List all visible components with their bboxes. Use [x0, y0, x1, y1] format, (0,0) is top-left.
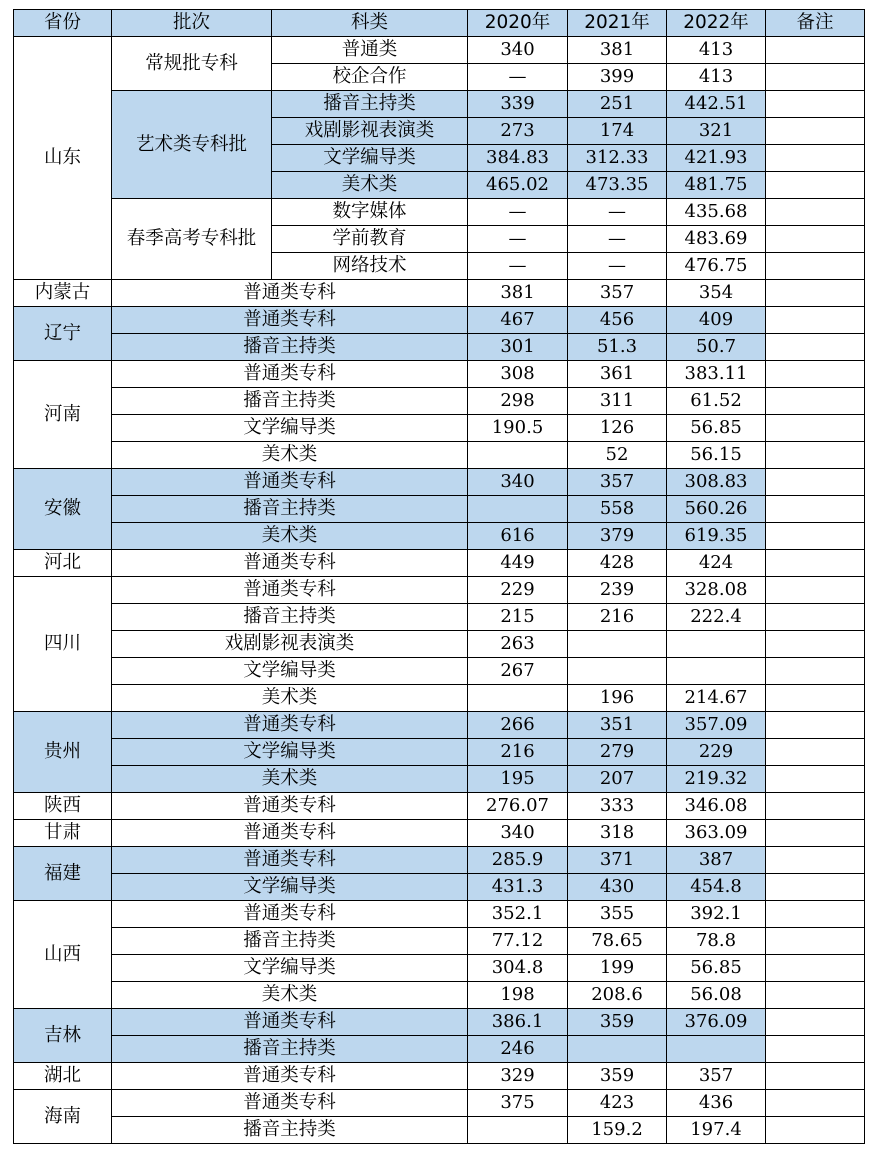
- header-row: [14, 10, 865, 37]
- remarks-cell: [766, 280, 865, 307]
- remarks-cell: [766, 901, 865, 928]
- table-row: [14, 874, 865, 901]
- category-cell: 普通类专科: [112, 901, 468, 928]
- score-cell-2020: 263: [468, 631, 568, 658]
- remarks-cell: [766, 145, 865, 172]
- score-cell-2022: 560.26: [667, 496, 766, 523]
- score-cell-2020: 266: [468, 712, 568, 739]
- score-cell-2021: 126: [568, 415, 667, 442]
- table-row: [14, 550, 865, 577]
- header-2021: 2021年: [568, 10, 667, 37]
- category-cell: 美术类: [112, 982, 468, 1009]
- remarks-cell: [766, 577, 865, 604]
- table-row: [14, 982, 865, 1009]
- score-cell-2020: 298: [468, 388, 568, 415]
- score-cell-2022: 413: [667, 64, 766, 91]
- table-row: [14, 901, 865, 928]
- score-cell-2020: 352.1: [468, 901, 568, 928]
- score-cell-2020: 304.8: [468, 955, 568, 982]
- category-cell: 普通类专科: [112, 847, 468, 874]
- score-cell-2022: 354: [667, 280, 766, 307]
- score-cell-2022: 78.8: [667, 928, 766, 955]
- score-cell-2020: 340: [468, 469, 568, 496]
- score-cell-2022: 56.85: [667, 955, 766, 982]
- score-cell-2021: 357: [568, 280, 667, 307]
- score-cell-2021: 318: [568, 820, 667, 847]
- category-cell: 播音主持类: [112, 496, 468, 523]
- score-cell-2021: 379: [568, 523, 667, 550]
- score-cell-2020: 431.3: [468, 874, 568, 901]
- table-row: [14, 847, 865, 874]
- score-cell-2020: 301: [468, 334, 568, 361]
- score-cell-2020: —: [468, 253, 568, 280]
- score-cell-2022: 222.4: [667, 604, 766, 631]
- category-cell: 普通类专科: [112, 1090, 468, 1117]
- table-row: [14, 91, 865, 118]
- table-row: [14, 334, 865, 361]
- remarks-cell: [766, 955, 865, 982]
- category-cell: 网络技术: [272, 253, 468, 280]
- score-cell-2022: 442.51: [667, 91, 766, 118]
- score-cell-2022: 424: [667, 550, 766, 577]
- score-cell-2022: 435.68: [667, 199, 766, 226]
- score-cell-2020: 467: [468, 307, 568, 334]
- score-cell-2021: 359: [568, 1009, 667, 1036]
- remarks-cell: [766, 64, 865, 91]
- score-cell-2021: 78.65: [568, 928, 667, 955]
- score-cell-2021: —: [568, 226, 667, 253]
- remarks-cell: [766, 469, 865, 496]
- score-cell-2021: 239: [568, 577, 667, 604]
- score-cell-2020: [468, 1117, 568, 1144]
- score-cell-2022: 321: [667, 118, 766, 145]
- category-cell: 数字媒体: [272, 199, 468, 226]
- score-cell-2020: [468, 496, 568, 523]
- remarks-cell: [766, 631, 865, 658]
- table-row: [14, 631, 865, 658]
- score-cell-2022: 56.15: [667, 442, 766, 469]
- category-cell: 美术类: [112, 442, 468, 469]
- score-cell-2021: 381: [568, 37, 667, 64]
- score-cell-2022: 363.09: [667, 820, 766, 847]
- table-row: [14, 712, 865, 739]
- remarks-cell: [766, 685, 865, 712]
- table-row: [14, 685, 865, 712]
- score-cell-2022: 61.52: [667, 388, 766, 415]
- table-row: [14, 37, 865, 64]
- remarks-cell: [766, 1063, 865, 1090]
- score-cell-2020: 339: [468, 91, 568, 118]
- category-cell: 普通类专科: [112, 307, 468, 334]
- category-cell: 文学编导类: [112, 874, 468, 901]
- score-table: [13, 9, 865, 1144]
- score-cell-2020: 190.5: [468, 415, 568, 442]
- remarks-cell: [766, 118, 865, 145]
- table-row: [14, 739, 865, 766]
- score-cell-2020: 229: [468, 577, 568, 604]
- score-cell-2022: 346.08: [667, 793, 766, 820]
- remarks-cell: [766, 820, 865, 847]
- category-cell: 美术类: [112, 685, 468, 712]
- category-cell: 文学编导类: [272, 145, 468, 172]
- score-cell-2021: 361: [568, 361, 667, 388]
- score-cell-2022: 483.69: [667, 226, 766, 253]
- score-cell-2021: 208.6: [568, 982, 667, 1009]
- category-cell: 普通类专科: [112, 712, 468, 739]
- remarks-cell: [766, 1117, 865, 1144]
- table-row: [14, 658, 865, 685]
- category-cell: 戏剧影视表演类: [272, 118, 468, 145]
- remarks-cell: [766, 550, 865, 577]
- category-cell: 播音主持类: [112, 1036, 468, 1063]
- province-cell: 四川: [14, 577, 112, 712]
- remarks-cell: [766, 442, 865, 469]
- score-cell-2021: 473.35: [568, 172, 667, 199]
- batch-cell: 春季高考专科批: [112, 199, 272, 280]
- table-row: [14, 1036, 865, 1063]
- score-cell-2020: 465.02: [468, 172, 568, 199]
- category-cell: 播音主持类: [112, 604, 468, 631]
- category-cell: 普通类专科: [112, 280, 468, 307]
- category-cell: 播音主持类: [112, 928, 468, 955]
- table-row: [14, 280, 865, 307]
- province-cell: 内蒙古: [14, 280, 112, 307]
- table-row: [14, 820, 865, 847]
- score-cell-2021: 279: [568, 739, 667, 766]
- score-cell-2020: 267: [468, 658, 568, 685]
- score-cell-2022: [667, 658, 766, 685]
- table-row: [14, 469, 865, 496]
- score-cell-2020: 246: [468, 1036, 568, 1063]
- table-row: [14, 415, 865, 442]
- score-cell-2020: 285.9: [468, 847, 568, 874]
- category-cell: 美术类: [272, 172, 468, 199]
- batch-cell: 艺术类专科批: [112, 91, 272, 199]
- remarks-cell: [766, 793, 865, 820]
- category-cell: 美术类: [112, 523, 468, 550]
- score-cell-2021: 359: [568, 1063, 667, 1090]
- score-cell-2022: 357.09: [667, 712, 766, 739]
- score-cell-2020: 329: [468, 1063, 568, 1090]
- province-cell: 河南: [14, 361, 112, 469]
- score-cell-2022: 409: [667, 307, 766, 334]
- remarks-cell: [766, 928, 865, 955]
- header-remarks: 备注: [766, 10, 865, 37]
- table-row: [14, 1063, 865, 1090]
- score-cell-2020: 340: [468, 37, 568, 64]
- category-cell: 戏剧影视表演类: [112, 631, 468, 658]
- category-cell: 播音主持类: [272, 91, 468, 118]
- score-cell-2022: 476.75: [667, 253, 766, 280]
- score-cell-2022: [667, 1036, 766, 1063]
- score-cell-2020: 386.1: [468, 1009, 568, 1036]
- remarks-cell: [766, 712, 865, 739]
- remarks-cell: [766, 1036, 865, 1063]
- category-cell: 播音主持类: [112, 388, 468, 415]
- category-cell: 普通类专科: [112, 820, 468, 847]
- score-cell-2021: 351: [568, 712, 667, 739]
- table-row: [14, 361, 865, 388]
- category-cell: 普通类专科: [112, 793, 468, 820]
- category-cell: 播音主持类: [112, 334, 468, 361]
- score-cell-2021: 371: [568, 847, 667, 874]
- province-cell: 河北: [14, 550, 112, 577]
- remarks-cell: [766, 847, 865, 874]
- score-cell-2021: —: [568, 253, 667, 280]
- score-cell-2022: 387: [667, 847, 766, 874]
- score-cell-2022: 383.11: [667, 361, 766, 388]
- score-cell-2020: —: [468, 199, 568, 226]
- score-cell-2021: [568, 658, 667, 685]
- score-cell-2021: 312.33: [568, 145, 667, 172]
- score-cell-2021: 174: [568, 118, 667, 145]
- remarks-cell: [766, 388, 865, 415]
- province-cell: 贵州: [14, 712, 112, 793]
- province-cell: 陕西: [14, 793, 112, 820]
- province-cell: 海南: [14, 1090, 112, 1144]
- score-cell-2021: —: [568, 199, 667, 226]
- table-row: [14, 577, 865, 604]
- header-category: 科类: [272, 10, 468, 37]
- remarks-cell: [766, 604, 865, 631]
- score-cell-2020: —: [468, 64, 568, 91]
- score-cell-2020: —: [468, 226, 568, 253]
- table-row: [14, 199, 865, 226]
- table-row: [14, 955, 865, 982]
- table-body: [14, 10, 865, 1144]
- province-cell: 福建: [14, 847, 112, 901]
- category-cell: 文学编导类: [112, 415, 468, 442]
- table-row: [14, 604, 865, 631]
- remarks-cell: [766, 739, 865, 766]
- category-cell: 普通类专科: [112, 469, 468, 496]
- score-cell-2021: 357: [568, 469, 667, 496]
- score-cell-2020: 375: [468, 1090, 568, 1117]
- score-cell-2021: 52: [568, 442, 667, 469]
- score-cell-2021: 399: [568, 64, 667, 91]
- score-cell-2022: 619.35: [667, 523, 766, 550]
- remarks-cell: [766, 361, 865, 388]
- remarks-cell: [766, 523, 865, 550]
- table-row: [14, 928, 865, 955]
- score-cell-2022: 308.83: [667, 469, 766, 496]
- table-row: [14, 1009, 865, 1036]
- score-cell-2021: 51.3: [568, 334, 667, 361]
- remarks-cell: [766, 226, 865, 253]
- remarks-cell: [766, 658, 865, 685]
- header-province: 省份: [14, 10, 112, 37]
- province-cell: 辽宁: [14, 307, 112, 361]
- category-cell: 文学编导类: [112, 658, 468, 685]
- province-cell: 安徽: [14, 469, 112, 550]
- score-cell-2022: 421.93: [667, 145, 766, 172]
- score-cell-2020: 273: [468, 118, 568, 145]
- score-cell-2021: 333: [568, 793, 667, 820]
- score-cell-2022: 454.8: [667, 874, 766, 901]
- remarks-cell: [766, 874, 865, 901]
- score-cell-2021: 196: [568, 685, 667, 712]
- header-2022: 2022年: [667, 10, 766, 37]
- score-cell-2021: 430: [568, 874, 667, 901]
- remarks-cell: [766, 415, 865, 442]
- score-cell-2020: 384.83: [468, 145, 568, 172]
- score-cell-2021: [568, 1036, 667, 1063]
- score-cell-2020: [468, 685, 568, 712]
- score-cell-2020: 449: [468, 550, 568, 577]
- score-cell-2022: [667, 631, 766, 658]
- table-row: [14, 307, 865, 334]
- category-cell: 普通类专科: [112, 1063, 468, 1090]
- score-cell-2021: 199: [568, 955, 667, 982]
- province-cell: 吉林: [14, 1009, 112, 1063]
- score-cell-2020: 215: [468, 604, 568, 631]
- category-cell: 学前教育: [272, 226, 468, 253]
- remarks-cell: [766, 766, 865, 793]
- remarks-cell: [766, 1090, 865, 1117]
- score-cell-2021: 423: [568, 1090, 667, 1117]
- table-row: [14, 442, 865, 469]
- score-cell-2021: 207: [568, 766, 667, 793]
- score-cell-2022: 229: [667, 739, 766, 766]
- score-cell-2021: 251: [568, 91, 667, 118]
- table-row: [14, 388, 865, 415]
- category-cell: 文学编导类: [112, 955, 468, 982]
- province-cell: 山东: [14, 37, 112, 280]
- score-cell-2021: 159.2: [568, 1117, 667, 1144]
- header-2020: 2020年: [468, 10, 568, 37]
- remarks-cell: [766, 172, 865, 199]
- table-row: [14, 1090, 865, 1117]
- province-cell: 湖北: [14, 1063, 112, 1090]
- category-cell: 普通类专科: [112, 550, 468, 577]
- table-row: [14, 523, 865, 550]
- remarks-cell: [766, 1009, 865, 1036]
- score-cell-2020: 216: [468, 739, 568, 766]
- score-cell-2020: 195: [468, 766, 568, 793]
- table-row: [14, 496, 865, 523]
- score-cell-2020: 198: [468, 982, 568, 1009]
- remarks-cell: [766, 91, 865, 118]
- category-cell: 普通类: [272, 37, 468, 64]
- score-cell-2020: 308: [468, 361, 568, 388]
- score-cell-2021: 456: [568, 307, 667, 334]
- score-cell-2021: 311: [568, 388, 667, 415]
- score-cell-2020: 276.07: [468, 793, 568, 820]
- score-cell-2022: 197.4: [667, 1117, 766, 1144]
- score-cell-2022: 219.32: [667, 766, 766, 793]
- province-cell: 山西: [14, 901, 112, 1009]
- table-row: [14, 793, 865, 820]
- score-cell-2021: 558: [568, 496, 667, 523]
- score-cell-2022: 481.75: [667, 172, 766, 199]
- category-cell: 普通类专科: [112, 361, 468, 388]
- category-cell: 文学编导类: [112, 739, 468, 766]
- category-cell: 播音主持类: [112, 1117, 468, 1144]
- score-cell-2022: 436: [667, 1090, 766, 1117]
- remarks-cell: [766, 37, 865, 64]
- score-cell-2020: 381: [468, 280, 568, 307]
- score-cell-2021: [568, 631, 667, 658]
- table-row: [14, 1117, 865, 1144]
- remarks-cell: [766, 334, 865, 361]
- remarks-cell: [766, 199, 865, 226]
- score-cell-2022: 357: [667, 1063, 766, 1090]
- remarks-cell: [766, 982, 865, 1009]
- category-cell: 美术类: [112, 766, 468, 793]
- category-cell: 普通类专科: [112, 577, 468, 604]
- remarks-cell: [766, 307, 865, 334]
- score-cell-2022: 56.85: [667, 415, 766, 442]
- score-cell-2020: 616: [468, 523, 568, 550]
- header-batch: 批次: [112, 10, 272, 37]
- score-cell-2020: 340: [468, 820, 568, 847]
- score-cell-2022: 413: [667, 37, 766, 64]
- remarks-cell: [766, 496, 865, 523]
- province-cell: 甘肃: [14, 820, 112, 847]
- remarks-cell: [766, 253, 865, 280]
- score-cell-2022: 56.08: [667, 982, 766, 1009]
- score-cell-2021: 355: [568, 901, 667, 928]
- score-cell-2022: 214.67: [667, 685, 766, 712]
- score-cell-2021: 428: [568, 550, 667, 577]
- category-cell: 普通类专科: [112, 1009, 468, 1036]
- batch-cell: 常规批专科: [112, 37, 272, 91]
- score-cell-2021: 216: [568, 604, 667, 631]
- table-row: [14, 766, 865, 793]
- score-cell-2020: 77.12: [468, 928, 568, 955]
- score-cell-2020: [468, 442, 568, 469]
- category-cell: 校企合作: [272, 64, 468, 91]
- score-cell-2022: 328.08: [667, 577, 766, 604]
- score-cell-2022: 50.7: [667, 334, 766, 361]
- score-cell-2022: 392.1: [667, 901, 766, 928]
- score-cell-2022: 376.09: [667, 1009, 766, 1036]
